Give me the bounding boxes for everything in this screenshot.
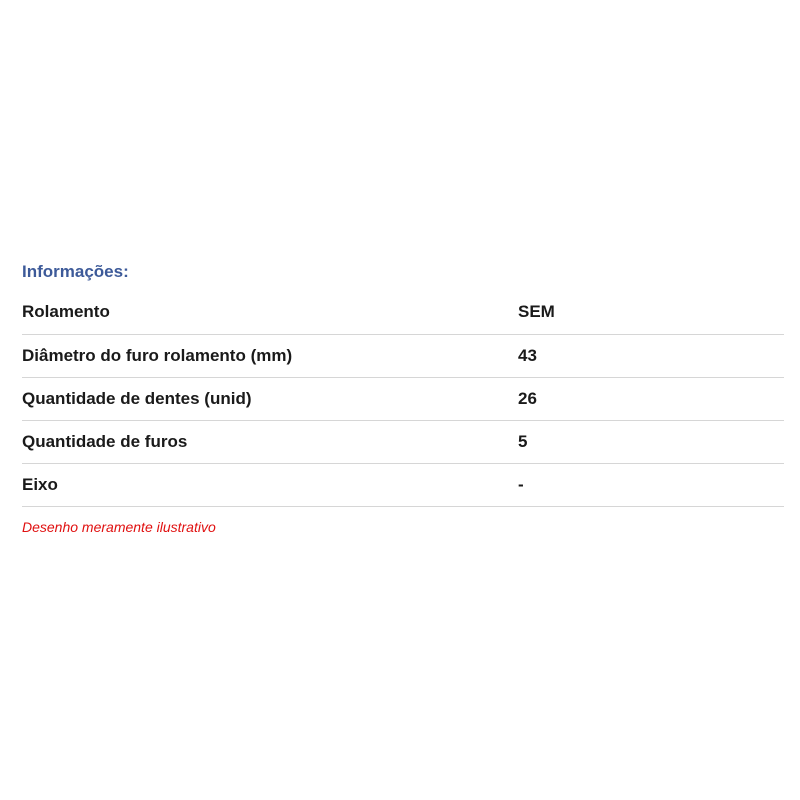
- table-row: [22, 420, 784, 463]
- table-row: [22, 463, 784, 506]
- row-label: Diâmetro do furo rolamento (mm): [22, 345, 293, 365]
- row-label: Quantidade de dentes (unid): [22, 388, 252, 408]
- row-value: 43: [518, 345, 537, 365]
- row-value: 5: [518, 431, 528, 451]
- table-row: [22, 291, 784, 334]
- row-label: Rolamento: [22, 302, 110, 322]
- table-row: [22, 377, 784, 420]
- section-title: Informações:: [22, 262, 129, 281]
- row-value: 26: [518, 388, 537, 408]
- row-value: -: [518, 474, 524, 494]
- row-label: Eixo: [22, 474, 58, 494]
- row-label: Quantidade de furos: [22, 431, 188, 451]
- table-row: [22, 334, 784, 377]
- info-table: [22, 291, 784, 507]
- disclaimer-note: Desenho meramente ilustrativo: [22, 519, 216, 535]
- row-value: SEM: [518, 302, 555, 322]
